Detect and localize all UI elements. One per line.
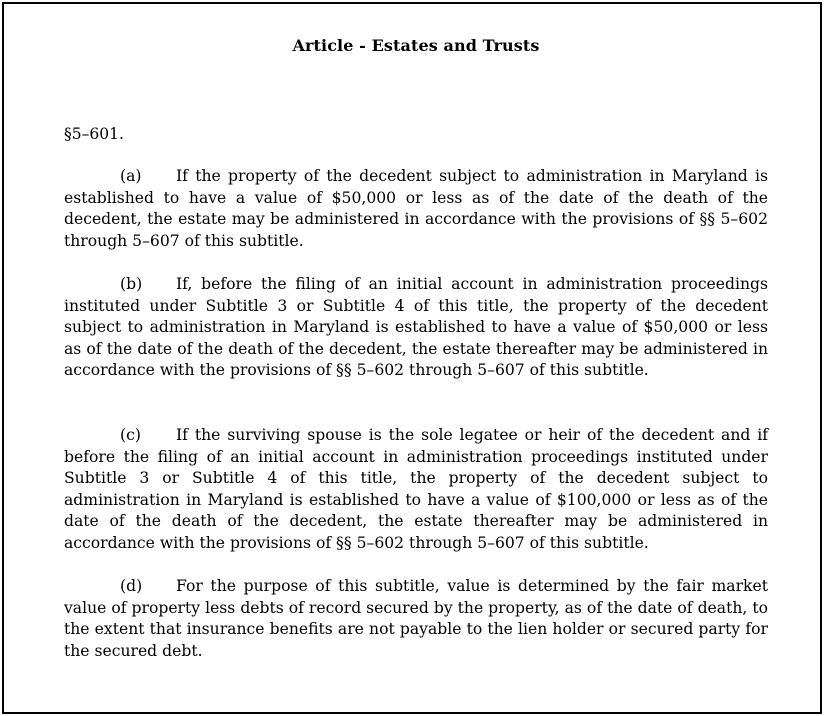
section-number: §5–601. xyxy=(64,125,124,143)
article-title: Article - Estates and Trusts xyxy=(292,36,540,55)
paragraph-label: (c) xyxy=(120,426,141,444)
paragraph-text: For the purpose of this subtitle, value is determined by the fair market value of property less debts of record secured by the property, as of the date of death, to the extent that insurance benefits are not payable to the lien holder or secured party for the secured debt. xyxy=(64,577,768,660)
paragraph-d xyxy=(64,576,768,662)
paragraph-text: If the property of the decedent subject to administration in Maryland is established to have a value of $50,000 or less as of the date of the death of the decedent, the estate may be administered in accordance with the provisions of §§ 5–602 through 5–607 of this subtitle. xyxy=(64,167,768,250)
paragraph-text: If the surviving spouse is the sole legatee or heir of the decedent and if before the filing of an initial account in administration proceedings instituted under Subtitle 3 or Subtitle 4 of this title, the property of the decedent subject to administration in Maryland is established to have a value of $100,000 or less as of the date of the death of the decedent, the estate thereafter may be administered in accordance with the provisions of §§ 5–602 through 5–607 of this subtitle. xyxy=(64,426,768,552)
paragraph-c xyxy=(64,425,768,555)
paragraph-b xyxy=(64,274,768,382)
paragraph-label: (a) xyxy=(120,167,142,185)
paragraph-label: (d) xyxy=(120,577,143,595)
paragraph-a xyxy=(64,166,768,252)
page-border xyxy=(2,2,822,714)
paragraph-label: (b) xyxy=(120,275,143,293)
paragraph-text: If, before the filing of an initial account in administration proceedings instituted under Subtitle 3 or Subtitle 4 of this title, the property of the decedent subject to administration in Maryland is established to have a value of $50,000 or less as of the date of the death of the decedent, the estate thereafter may be administered in accordance with the provisions of §§ 5–602 through 5–607 of this subtitle. xyxy=(64,275,768,380)
